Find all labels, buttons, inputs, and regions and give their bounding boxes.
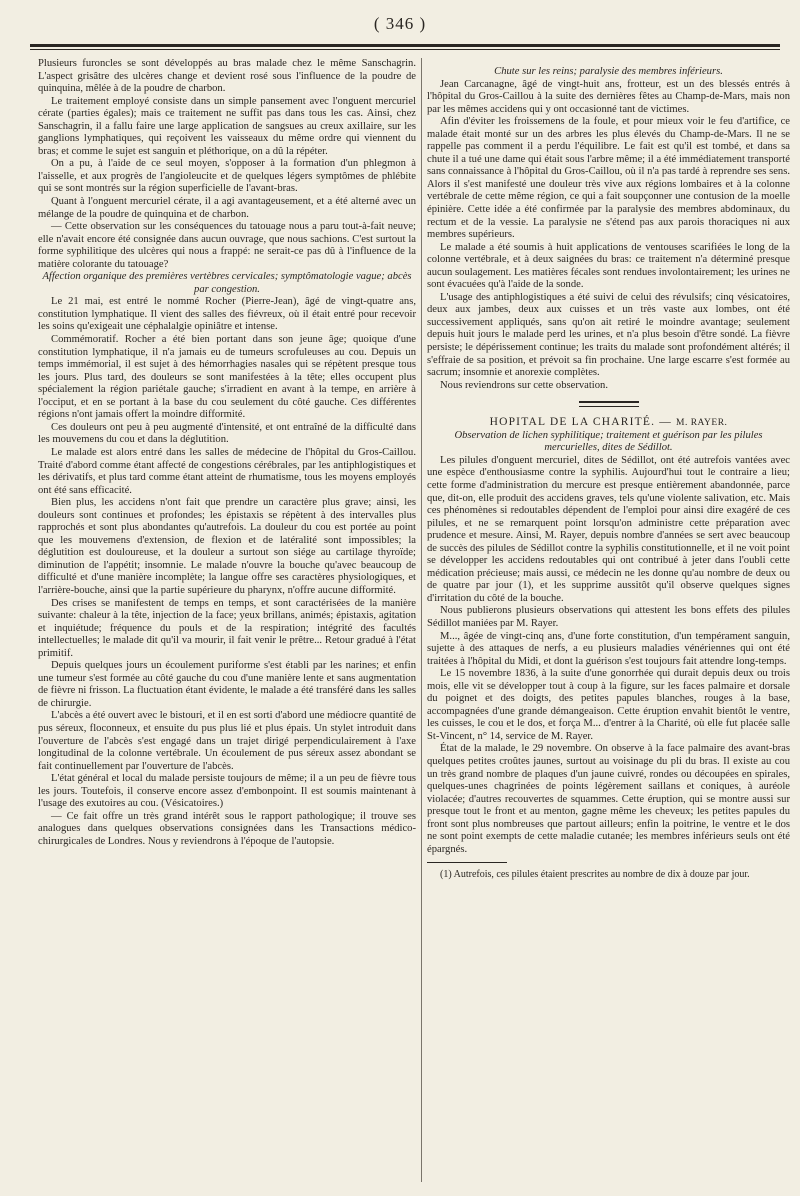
paragraph: Depuis quelques jours un écoulement puriforme s'est établi par les narines; et enfin une tumeur s'est formée au côté gauche du cou d'une manière lente et sans augmentation de fièvre ni frisson. La fluctuation étant évidente, le malade a été transféré dans les salles de chirurgie.	[38, 660, 416, 709]
paragraph: Bien plus, les accidens n'ont fait que prendre un caractère plus grave; ainsi, les douleurs sont continues et profondes; les épistaxis se répètent à des intervalles plus rapprochés et sont plus abondantes qu'autrefois. La douleur du cou est portée au point que les mouvemens d'extension, de flexion et de latéralité sont impossibles; la déglutition est douloureuse, et la douleur a surtout son siége au cartilage thyroïde; diminution de l'appétit; insomnie. Le malade n'ouvre la bouche qu'avec beaucoup de difficulté et d'une manière incomplète; la langue offre ses caractères physiologiques, et l'arrière-bouche, ainsi que la partie supérieure du pharynx, n'offre aucune difformité.	[38, 497, 416, 596]
paragraph: Le malade a été soumis à huit applications de ventouses scarifiées le long de la colonne vertébrale, et à deux saignées du bras: ce traitement n'a déterminé presque aucun soulagement. Les matières fécales sont rendues involontairement; les urines ne sont évacuées qu'à l'aide de la sonde.	[427, 241, 790, 291]
paragraph: M..., âgée de vingt-cinq ans, d'une forte constitution, d'un tempérament sanguin, sujette à des attaques de nerfs, a eu plusieurs maladies vénériennes qui ont été traitées à l'hôpital du Midi, et dont la guérison s'est toujours fait attendre long-temps.	[427, 630, 790, 667]
section-title: Observation de lichen syphilitique; traitement et guérison par les pilules mercurielles, dites de Sédillot.	[454, 429, 763, 454]
column-divider	[421, 58, 422, 1182]
paragraph: Afin d'éviter les froissemens de la foule, et pour mieux voir le feu d'artifice, ce malade était monté sur un des arbres les plus élevés du Champ-de-Mars. Il ne se rappelle pas comment il a perdu l'équilibre. Le fait est qu'il est tombé, et dans sa chute il a tué une dame qui était sous l'arbre même; il a été immédiatement transporté sans connaissance à l'hôpital du Gros-Caillou, où il n'a pas tardé à reprendre ses sens. Alors il s'est manifesté une douleur très vive aux régions lombaires et à la colonne vertébrale de cette même région, ce qui a fait soupçonner une contusion de la moelle épinière. Cette idée a été confirmée par la paralysie des membres abdominaux, du rectum et de la vessie. La paralysie ne s'étend pas aux parois thoraciques ni aux membres supérieurs.	[427, 116, 790, 241]
paragraph: Commémoratif. Rocher a été bien portant dans son jeune âge; quoique d'une constitution lymphatique, il n'a jamais eu de tumeurs scrofuleuses au cou. Depuis un temps immémorial, il est sujet à des hémorrhagies nasales qui se répètent presque tous les jours. Plus tard, des douleurs se sont manifestées à la tête; elles occupent plus spécialement la région pariétale gauche; s'irradient en avant à la tempe, en arrière à l'occiput, et en se portant à la base du cou seulement du côté gauche. Ces différentes régions n'ont jamais offert la moindre difformité.	[38, 334, 416, 421]
paragraph: — Ce fait offre un très grand intérêt sous le rapport pathologique; il trouve ses analogues dans quelques observations consignées dans les Transactions médico-chirurgicales de Londres. Nous y reviendrons à l'époque de l'autopsie.	[38, 810, 416, 847]
paragraph: Quant à l'onguent mercuriel cérate, il a agi avantageusement, et a été alterné avec un mélange de la poudre de quinquina et de charbon.	[38, 196, 416, 220]
paragraph: Nous publierons plusieurs observations qui attestent les bons effets des pilules Sédillot maniées par M. Rayer.	[427, 605, 790, 629]
paragraph: Des crises se manifestent de temps en temps, et sont caractérisées de la manière suivante: chaleur à la tête, injection de la face; yeux brillans, animés; épistaxis, agitation et inquiétude; fréquence du pouls et de la respiration; intégrité des facultés intellectuelles; le malade dit qu'il va mourir, il fait venir le prêtre... Retour gradué à l'état primitif.	[38, 597, 416, 659]
hospital-author: M. RAYER.	[676, 418, 728, 429]
paragraph: On a pu, à l'aide de ce seul moyen, s'opposer à la formation d'un phlegmon à l'aisselle, et aux progrès de l'angioleucite et de quelques légers symptômes de phlébite qui se sont montrés sur la région superficielle de l'avant-bras.	[38, 158, 416, 195]
paragraph: L'usage des antiphlogistiques a été suivi de celui des révulsifs; cinq vésicatoires, deux aux jambes, deux aux cuisses et un très vaste aux lombes, ont été successivement appliqués, sans qu'on ait retiré le moindre avantage; seulement depuis huit jours le malade perd les urines, et n'a plus besoin d'être sondé. La fièvre persiste; le dépérissement continue; les traits du malade sont profondément altérés; il s'effraie de sa position, et prévoit sa fin prochaine. Une large escarre s'est formée au sacrum; insomnie et anorexie complètes.	[427, 291, 790, 379]
hospital-heading	[427, 416, 790, 430]
paragraph: Le traitement employé consiste dans un simple pansement avec l'onguent mercuriel cérate (parties égales); mais ce traitement ne suffit pas dans tous les cas. Ainsi, chez Sanschagrin, il a fallu faire une large application de sangsues au creux axillaire, sur les ganglions lymphatiques, qui reçoivent les vaisseaux du même ordre qui viennent du bras; et comme le sujet est sanguin et pléthorique, on a dû la répéter.	[38, 95, 416, 157]
paragraph: Plusieurs furoncles se sont développés au bras malade chez le même Sanschagrin. L'aspect grisâtre des ulcères change et devient rosé sous l'influence de la poudre de quinquina, mêlée à de la poudre de charbon.	[38, 58, 416, 95]
footnote-rule	[427, 862, 507, 863]
section-title: Chute sur les reins; paralysie des membres inférieurs.	[494, 66, 723, 77]
header-rule-thin	[30, 49, 780, 50]
paragraph: Le 21 mai, est entré le nommé Rocher (Pierre-Jean), âgé de vingt-quatre ans, constitution lymphatique. Il vient des salles des fiévreux, où il était entré pour recevoir les soins qu'exigeait une céphalalgie opiniâtre et intense.	[38, 296, 416, 333]
paragraph: Les pilules d'onguent mercuriel, dites de Sédillot, ont été autrefois vantées avec une espèce d'enthousiasme contre la syphilis. Aujourd'hui tout le contraire a lieu; cette forme d'administration du mercure est presque entièrement abandonnée, parce que, dit-on, elle produit des accidens graves, tels qu'une violente salivation, etc. Mais ces phénomènes si redoutables dépendent de l'emploi pour ainsi dire exagéré de ces pilules, et ne se remarquent point lorsqu'on administre cette préparation avec prudence et mesure. Ainsi, M. Rayer, depuis nombre d'années se sert avec beaucoup de succès des pilules de Sédillot contre la syphilis constitutionnelle, et il ne voit point se développer les accidens redoutables qui ont contribué à jeter dans l'oubli cette médication précieuse; mais aussi, ce médecin ne les donne qu'au nombre de deux ou de quatre par jour (1), et les supprime aussitôt qu'il observe quelques signes d'irritation du côté de la bouche.	[427, 454, 790, 604]
paragraph: Le 15 novembre 1836, à la suite d'une gonorrhée qui durait depuis deux ou trois mois, elle vit se développer tout à coup à la figure, sur les faces palmaire et dorsale du poignet et des doigts, des petites papules blanches, rouges à la base, accompagnées d'une grande démangeaison. Cette éruption envahit bientôt le ventre, les cuisses, le cou et le dos, et força M... d'entrer à la Charité, où elle fut placée salle St-Vincent, n° 14, service de M. Rayer.	[427, 668, 790, 742]
header-rule	[30, 44, 780, 47]
paragraph: — Cette observation sur les conséquences du tatouage nous a paru tout-à-fait neuve; elle n'avait encore été consignée dans aucun ouvrage, que nous sachions. C'est surtout la forme syphilitique des ulcères qui nous a frappé: ne serait-ce pas dû à l'influence de la matière colorante du tatouage?	[38, 221, 416, 270]
left-column	[38, 58, 416, 1184]
paragraph: Ces douleurs ont peu à peu augmenté d'intensité, et ont entraîné de la difficulté dans les mouvemens du cou et dans la déglutition.	[38, 421, 416, 446]
hospital-name: HOPITAL DE LA CHARITÉ. —	[489, 416, 672, 429]
paragraph: Jean Carcanagne, âgé de vingt-huit ans, frotteur, est un des blessés entrés à l'hôpital du Gros-Caillou à la suite des dernières fêtes au Champ-de-Mars, mais non par les mêmes accidens qui y ont occasionné tant de victimes.	[427, 78, 790, 115]
page-number: ( 346 )	[373, 14, 427, 33]
paragraph: Nous reviendrons sur cette observation.	[440, 379, 608, 391]
right-column	[427, 58, 790, 1184]
paragraph: L'abcès a été ouvert avec le bistouri, et il en est sorti d'abord une médiocre quantité de pus séreux, floconneux, et ensuite du pus plus lié et plus épais. Un stylet introduit dans l'ouverture de l'abcès s'est engagé dans un trajet dirigé perpendiculairement à l'axe longitudinal de la colonne vertébrale. Un écoulement de pus séreux assez abondant se fait continuellement par l'ouverture de l'abcès.	[38, 710, 416, 772]
section-separator	[579, 401, 639, 407]
paragraph: État de la malade, le 29 novembre. On observe à la face palmaire des avant-bras quelques petites croûtes jaunes, surtout au voisinage du pli du bras. Il existe au cou un très grand nombre de plaques d'un jaune cuivré, rondes ou découpées en spirales, quelques-unes chagrinées de points légèrement saillans et coniques, à auréole violacée; d'autres recouvertes de squammes. Cette éruption, qui se montre aussi sur presque tout le front et au menton, gagne même les cheveux; les petites papules du front sont plus nombreuses que partout ailleurs; enfin la poitrine, le ventre et le dos ne sont point exempts de cette maladie cutanée; les membres inférieurs seuls ont été épargnés.	[427, 743, 790, 855]
footnote: (1) Autrefois, ces pilules étaient prescrites au nombre de dix à douze par jour.	[440, 869, 750, 881]
paragraph: L'état général et local du malade persiste toujours de même; il a un peu de fièvre tous les jours. Toutefois, il conserve encore assez d'embonpoint. Il est soumis maintenant à l'usage des exutoires au cou. (Vésicatoires.)	[38, 773, 416, 810]
paragraph: Le malade est alors entré dans les salles de médecine de l'hôpital du Gros-Caillou. Traité d'abord comme étant affecté de congestions cérébrales, par les antiphlogistiques et les dérivatifs, et plus tard comme étant atteint de rhumatisme, tous les moyens employés ont été sans efficacité.	[38, 446, 416, 496]
section-title: Affection organique des premières vertèbres cervicales; symptômatologie vague; abcès par congestion.	[42, 271, 412, 295]
